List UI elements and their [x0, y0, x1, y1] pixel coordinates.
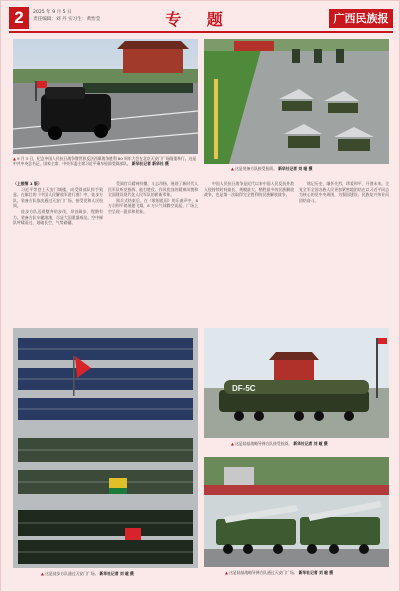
issue-editors: 责任编辑：刘 丹 实习生：黄怡莹: [33, 17, 101, 22]
caption-photo4-text: 这是陆基战略导弹方队接受检阅。: [235, 441, 293, 446]
article-paragraph: 铭记历史，缅怀先烈，珍爱和平，开创未来。全党全军全国各族人民更加紧密地团结在以习近平同志为核心的党中央周围，为强国建设、民族复兴伟业而团结奋斗。: [299, 181, 389, 203]
photo-strategic-missile: [204, 328, 389, 438]
caption-photo5: [225, 570, 390, 575]
article-column-4: [299, 181, 389, 321]
caption-photo2-credit: 新华社记者 刘 暄 摄: [278, 166, 313, 171]
photo-missile-column-graphic: [204, 457, 389, 567]
caption-marker-icon: ▲: [13, 156, 16, 161]
page-header: [9, 7, 393, 33]
caption-photo2-text: 这是装备方队接受检阅。: [235, 166, 277, 171]
caption-photo1-credit: 新华社记者 新华社 摄: [131, 161, 169, 167]
caption-photo5-credit: 新华社记者 刘 暄 摄: [298, 570, 334, 575]
article-column-3: [204, 181, 294, 321]
caption-photo2: [231, 166, 391, 171]
caption-marker-icon: ▲: [231, 166, 234, 171]
caption-photo1-text: 9 月 3 日，纪念中国人民抗日战争暨世界反法西斯战争胜利 80 周年大会在北京天安门广场隆重举行。这是中共中央总书记、国家主席、中央军委主席习近平乘车检阅受阅部队。: [13, 156, 197, 167]
caption-marker-icon: ▲: [225, 570, 228, 575]
issue-meta: [33, 9, 100, 23]
caption-photo3: [41, 571, 201, 576]
article-paragraph: 中国人民抗日战争是近代以来中国人民反抗外敌入侵持续时间最长、规模最大、牺牲最多的民族解放战争，也是第一次取得完全胜利的民族解放战争。: [204, 181, 294, 198]
photo-strategic-missile-graphic: [204, 328, 389, 438]
caption-photo5-text: 这是陆基战略导弹方队通过天安门广场。: [229, 570, 298, 575]
photo-missile-column: [204, 457, 389, 567]
photo-inspection-car: [13, 39, 198, 154]
article-paragraph: 阅兵式结束后，在《歌唱祖国》的乐曲声中，8 万羽和平鸽展翅飞翔，8 万只气球腾空而起，广场上空呈现一派祥和景象。: [108, 197, 198, 214]
page-number: 2: [9, 7, 29, 29]
photo-equipment-formation: [204, 39, 389, 164]
article-paragraph: 受阅官兵精神抖擞、斗志昂扬，展现了新时代人民军队听党指挥、能打胜仗、作风优良的精神风貌和全面建设现代化人民军队的崭新形象。: [108, 181, 198, 198]
caption-marker-icon: ▲: [231, 441, 234, 446]
newspaper-masthead: 广西民族报: [329, 9, 393, 28]
section-title: 专 题: [165, 10, 233, 29]
caption-photo4: [231, 441, 391, 446]
caption-marker-icon: ▲: [41, 571, 44, 576]
issue-date: 2025 年 9 月 5 日: [33, 10, 72, 15]
caption-photo3-credit: 新华社记者 刘 暄 摄: [99, 571, 134, 576]
article-heading: （上接第 1 版）: [13, 181, 42, 186]
photo-inspection-car-graphic: [13, 39, 198, 154]
caption-photo3-text: 这是徒步方队通过天安门广场。: [45, 571, 99, 576]
caption-photo1: [13, 156, 198, 167]
caption-photo4-credit: 新华社记者 刘 暄 摄: [293, 441, 328, 446]
article-paragraph: 徒步方队迈着整齐的步伐，昂首阔步、铿锵有力。装备方队车辙滚滚，尽显大国重器威仪。空中梯队呼啸而过，划破长空，气势磅礴。: [13, 208, 103, 226]
photo-troop-formation-graphic: [13, 328, 198, 568]
missile-label: DF-5C: [232, 384, 256, 393]
photo-troop-formation: [13, 328, 198, 568]
article-column-2: [108, 181, 198, 321]
article-column-1: [13, 181, 103, 321]
article-paragraph: 习近平等登上天安门城楼，向受阅部队挥手致意。在雄壮的《中国人民解放军进行曲》中，徒步方队、装备方队依次通过天安门广场，接受党和人民检阅。: [13, 186, 103, 209]
photo-equipment-formation-graphic: [204, 39, 389, 164]
